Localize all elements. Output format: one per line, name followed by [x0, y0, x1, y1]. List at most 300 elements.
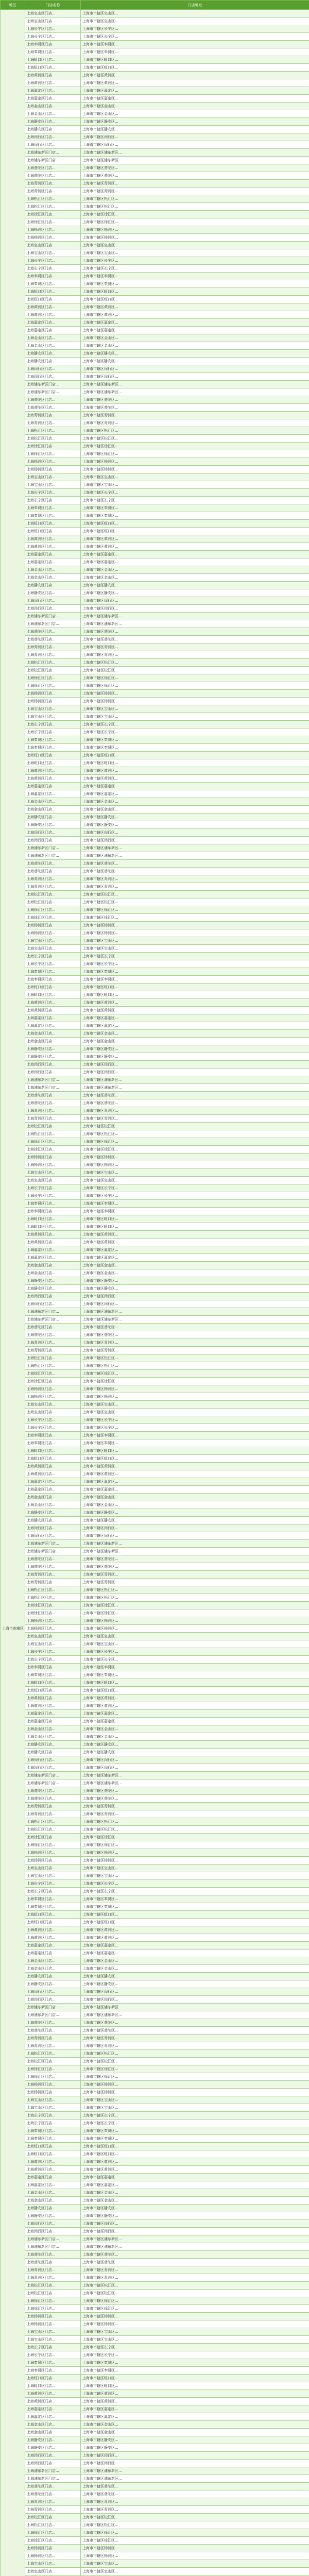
- table-row: [1, 1277, 309, 1285]
- table-row: [1, 1679, 309, 1687]
- store-address-cell: 上海市市辖区青浦区...: [81, 1339, 309, 1347]
- store-name-cell: 上海宝山区门店...: [25, 1865, 81, 1872]
- store-address-cell: 上海市市辖区奉贤区...: [81, 744, 309, 752]
- store-address-cell: 上海市市辖区黄浦区...: [81, 775, 309, 783]
- store-address-cell: 上海市市辖区杨浦区...: [81, 2552, 309, 2560]
- store-name-cell: 上海虹口区门店...: [25, 288, 81, 296]
- store-name-cell: 上海金山区门店...: [25, 2429, 81, 2436]
- table-row: [1, 2382, 309, 2390]
- table-row: [1, 2351, 309, 2359]
- store-name-cell: 上海浦东新区门店...: [25, 1084, 81, 1092]
- table-row: [1, 1563, 309, 1571]
- table-row: [1, 1586, 309, 1594]
- store-name-cell: 上海青浦区门店...: [25, 419, 81, 427]
- store-name-cell: 上海静安区门店...: [25, 582, 81, 589]
- header-name: 门店名称: [25, 1, 81, 10]
- store-address-cell: 上海市市辖区青浦区...: [81, 1115, 309, 1123]
- store-name-cell: 上海长宁区门店...: [25, 953, 81, 960]
- store-address-cell: 上海市市辖区杨浦区...: [81, 922, 309, 929]
- store-name-cell: 上海杨浦区门店...: [25, 922, 81, 929]
- table-row: [1, 2359, 309, 2367]
- header-region: 地区: [1, 1, 25, 10]
- store-address-cell: 上海市市辖区青浦区...: [81, 1803, 309, 1810]
- store-address-cell: 上海市市辖区宝山区...: [81, 242, 309, 249]
- table-row: [1, 1045, 309, 1053]
- store-address-cell: 上海市市辖区普陀区...: [81, 1563, 309, 1571]
- store-address-cell: 上海市市辖区杨浦区...: [81, 1625, 309, 1633]
- table-row: [1, 427, 309, 435]
- store-name-cell: 上海奉贤区门店...: [25, 1439, 81, 1447]
- table-row: [1, 1803, 309, 1810]
- store-address-cell: 上海市市辖区松江区...: [81, 2290, 309, 2297]
- table-row: [1, 1231, 309, 1239]
- table-row: [1, 759, 309, 767]
- store-name-cell: 上海浦东新区门店...: [25, 1780, 81, 1787]
- store-address-cell: 上海市市辖区黄浦区...: [81, 303, 309, 311]
- store-address-cell: 上海市市辖区青浦区...: [81, 1347, 309, 1354]
- store-name-cell: 上海嘉定区门店...: [25, 1478, 81, 1486]
- store-address-cell: 上海市市辖区青浦区...: [81, 883, 309, 891]
- table-row: [1, 528, 309, 535]
- store-address-cell: 上海市市辖区长宁区...: [81, 1424, 309, 1432]
- store-name-cell: 上海浦东新区门店...: [25, 613, 81, 620]
- table-row: [1, 821, 309, 829]
- table-row: [1, 1911, 309, 1919]
- store-name-cell: 上海普陀区门店...: [25, 1563, 81, 1571]
- store-address-cell: 上海市市辖区徐汇区...: [81, 2529, 309, 2537]
- table-row: [1, 1872, 309, 1880]
- store-name-cell: 上海徐汇区门店...: [25, 1138, 81, 1146]
- store-name-cell: 上海奉贤区门店...: [25, 1895, 81, 1903]
- table-row: [1, 2158, 309, 2166]
- table-row: [1, 1146, 309, 1154]
- table-row: [1, 242, 309, 249]
- store-address-cell: 上海市市辖区嘉定区...: [81, 1486, 309, 1494]
- table-row: [1, 1069, 309, 1076]
- table-row: [1, 504, 309, 512]
- table-row: [1, 922, 309, 929]
- store-address-cell: 上海市市辖区闵行区...: [81, 2228, 309, 2235]
- store-name-cell: 上海长宁区门店...: [25, 33, 81, 41]
- store-address-cell: 上海市市辖区奉贤区...: [81, 1671, 309, 1679]
- store-name-cell: 上海金山区门店...: [25, 566, 81, 574]
- table-row: [1, 419, 309, 427]
- store-name-cell: 上海嘉定区门店...: [25, 2174, 81, 2181]
- store-address-cell: 上海市市辖区闵行区...: [81, 597, 309, 605]
- store-address-cell: 上海市市辖区奉贤区...: [81, 512, 309, 520]
- table-row: [1, 2452, 309, 2460]
- store-name-cell: 上海松江区门店...: [25, 2290, 81, 2297]
- store-address-cell: 上海市市辖区徐汇区...: [81, 2073, 309, 2081]
- store-name-cell: 上海虹口区门店...: [25, 520, 81, 528]
- table-row: [1, 2506, 309, 2514]
- table-row: [1, 1532, 309, 1540]
- table-row: [1, 589, 309, 597]
- store-address-cell: 上海市市辖区嘉定区...: [81, 783, 309, 790]
- store-name-cell: 上海长宁区门店...: [25, 1416, 81, 1424]
- store-name-cell: 上海闵行区门店...: [25, 837, 81, 844]
- store-address-cell: 上海市市辖区杨浦区...: [81, 458, 309, 466]
- store-name-cell: 上海浦东新区门店...: [25, 1316, 81, 1324]
- store-address-cell: 上海市市辖区金山区...: [81, 798, 309, 806]
- table-row: [1, 1053, 309, 1061]
- store-name-cell: 上海浦东新区门店...: [25, 2004, 81, 2011]
- store-name-cell: 上海杨浦区门店...: [25, 1161, 81, 1169]
- store-address-cell: 上海市市辖区宝山区...: [81, 713, 309, 721]
- store-name-cell: 上海闵行区门店...: [25, 1293, 81, 1300]
- store-address-cell: 上海市市辖区静安区...: [81, 1053, 309, 1061]
- table-row: [1, 2181, 309, 2189]
- table-row: [1, 1285, 309, 1293]
- table-row: [1, 953, 309, 960]
- store-name-cell: 上海奉贤区门店...: [25, 1200, 81, 1208]
- store-address-cell: 上海市市辖区闵行区...: [81, 2452, 309, 2460]
- store-name-cell: 上海松江区门店...: [25, 435, 81, 443]
- store-name-cell: 上海普陀区门店...: [25, 164, 81, 172]
- store-name-cell: 上海浦东新区门店...: [25, 2475, 81, 2483]
- table-row: [1, 651, 309, 659]
- store-address-cell: 上海市市辖区闵行区...: [81, 2220, 309, 2228]
- table-row: [1, 1378, 309, 1385]
- store-name-cell: 上海徐汇区门店...: [25, 211, 81, 218]
- table-row: [1, 2290, 309, 2297]
- table-row: [1, 1733, 309, 1741]
- table-row: [1, 512, 309, 520]
- store-name-cell: 上海浦东新区门店...: [25, 2235, 81, 2243]
- store-address-cell: 上海市市辖区普陀区...: [81, 2259, 309, 2266]
- store-address-cell: 上海市市辖区静安区...: [81, 350, 309, 358]
- store-address-cell: 上海市市辖区黄浦区...: [81, 535, 309, 543]
- store-name-cell: 上海宝山区门店...: [25, 481, 81, 489]
- table-row: [1, 1849, 309, 1857]
- store-name-cell: 上海松江区门店...: [25, 891, 81, 899]
- store-name-cell: 上海嘉定区门店...: [25, 2413, 81, 2421]
- table-row: [1, 2297, 309, 2305]
- table-row: [1, 2367, 309, 2375]
- store-address-cell: 上海市市辖区金山区...: [81, 1501, 309, 1509]
- store-name-cell: 上海虹口区门店...: [25, 1447, 81, 1455]
- store-name-cell: 上海金山区门店...: [25, 1269, 81, 1277]
- table-row: [1, 2189, 309, 2197]
- store-address-cell: 上海市市辖区金山区...: [81, 1269, 309, 1277]
- store-name-cell: 上海奉贤区门店...: [25, 2367, 81, 2375]
- store-address-cell: 上海市市辖区黄浦区...: [81, 1694, 309, 1702]
- store-name-cell: 上海嘉定区门店...: [25, 1942, 81, 1950]
- store-address-cell: 上海市市辖区松江区...: [81, 2058, 309, 2065]
- store-address-cell: 上海市市辖区宝山区...: [81, 10, 309, 18]
- table-row: [1, 2127, 309, 2135]
- store-address-cell: 上海市市辖区黄浦区...: [81, 1007, 309, 1014]
- store-name-cell: 上海宝山区门店...: [25, 1640, 81, 1648]
- store-address-cell: 上海市市辖区浦东新区...: [81, 2235, 309, 2243]
- table-row: [1, 713, 309, 721]
- store-name-cell: 上海奉贤区门店...: [25, 736, 81, 744]
- store-name-cell: 上海金山区门店...: [25, 342, 81, 350]
- table-row: [1, 2436, 309, 2444]
- table-row: [1, 991, 309, 999]
- table-row: [1, 458, 309, 466]
- table-row: [1, 2336, 309, 2344]
- table-row: [1, 1416, 309, 1424]
- store-name-cell: 上海青浦区门店...: [25, 883, 81, 891]
- store-address-cell: 上海市市辖区嘉定区...: [81, 1942, 309, 1950]
- store-name-cell: 上海虹口区门店...: [25, 296, 81, 303]
- store-name-cell: 上海宝山区门店...: [25, 1177, 81, 1184]
- table-row: [1, 2065, 309, 2073]
- table-row: [1, 381, 309, 388]
- store-name-cell: 上海虹口区门店...: [25, 752, 81, 759]
- store-name-cell: 上海静安区门店...: [25, 350, 81, 358]
- store-address-cell: 上海市市辖区闵行区...: [81, 133, 309, 141]
- store-name-cell: 上海松江区门店...: [25, 1826, 81, 1834]
- store-address-cell: 上海市市辖区杨浦区...: [81, 1857, 309, 1865]
- store-name-cell: 上海普陀区门店...: [25, 1787, 81, 1795]
- table-row: [1, 2390, 309, 2398]
- store-name-cell: 上海金山区门店...: [25, 103, 81, 110]
- table-row: [1, 929, 309, 937]
- table-row: [1, 56, 309, 64]
- store-address-cell: 上海市市辖区虹口区...: [81, 1687, 309, 1694]
- table-row: [1, 1138, 309, 1146]
- table-row: [1, 2027, 309, 2035]
- table-row: [1, 1501, 309, 1509]
- store-name-cell: 上海虹口区门店...: [25, 2150, 81, 2158]
- store-name-cell: 上海松江区门店...: [25, 667, 81, 674]
- store-name-cell: 上海奉贤区门店...: [25, 1208, 81, 1215]
- table-row: [1, 2259, 309, 2266]
- table-row: [1, 613, 309, 620]
- table-row: [1, 373, 309, 381]
- table-row: [1, 1988, 309, 1996]
- table-row: [1, 1579, 309, 1586]
- store-name-cell: 上海杨浦区门店...: [25, 466, 81, 473]
- table-row: [1, 2421, 309, 2429]
- store-name-cell: 上海金山区门店...: [25, 1733, 81, 1741]
- store-name-cell: 上海黄浦区门店...: [25, 79, 81, 87]
- store-address-cell: 上海市市辖区青浦区...: [81, 2498, 309, 2506]
- table-row: [1, 2197, 309, 2205]
- table-row: [1, 327, 309, 334]
- store-address-cell: 上海市市辖区杨浦区...: [81, 1393, 309, 1401]
- store-address-cell: 上海市市辖区嘉定区...: [81, 2174, 309, 2181]
- store-name-cell: 上海宝山区门店...: [25, 473, 81, 481]
- store-name-cell: 上海奉贤区门店...: [25, 744, 81, 752]
- store-address-cell: 上海市市辖区金山区...: [81, 1038, 309, 1045]
- store-address-cell: 上海市市辖区闵行区...: [81, 1996, 309, 2004]
- table-row: [1, 2313, 309, 2320]
- store-address-cell: 上海市市辖区杨浦区...: [81, 2320, 309, 2328]
- table-row: [1, 443, 309, 450]
- store-address-cell: 上海市市辖区闵行区...: [81, 1300, 309, 1308]
- store-address-cell: 上海市市辖区浦东新区...: [81, 1772, 309, 1780]
- table-row: [1, 1524, 309, 1532]
- table-row: [1, 2320, 309, 2328]
- table-row: [1, 1208, 309, 1215]
- store-address-cell: 上海市市辖区静安区...: [81, 1749, 309, 1756]
- table-row: [1, 1950, 309, 1957]
- store-address-cell: 上海市市辖区黄浦区...: [81, 1702, 309, 1710]
- store-name-cell: 上海嘉定区门店...: [25, 1718, 81, 1725]
- store-name-cell: 上海奉贤区门店...: [25, 2127, 81, 2135]
- table-row: [1, 1818, 309, 1826]
- table-row: [1, 1965, 309, 1973]
- table-row: [1, 1014, 309, 1022]
- store-address-cell: 上海市市辖区奉贤区...: [81, 968, 309, 976]
- store-address-cell: 上海市市辖区长宁区...: [81, 489, 309, 497]
- table-row: [1, 1115, 309, 1123]
- store-address-cell: 上海市市辖区松江区...: [81, 2282, 309, 2290]
- table-row: [1, 188, 309, 195]
- table-row: [1, 798, 309, 806]
- store-name-cell: 上海静安区门店...: [25, 2444, 81, 2452]
- table-row: [1, 543, 309, 551]
- store-address-cell: 上海市市辖区长宁区...: [81, 265, 309, 273]
- store-name-cell: 上海金山区门店...: [25, 110, 81, 118]
- table-row: [1, 1385, 309, 1393]
- store-name-cell: 上海虹口区门店...: [25, 759, 81, 767]
- store-address-cell: 上海市市辖区徐汇区...: [81, 1834, 309, 1841]
- store-address-cell: 上海市市辖区浦东新区...: [81, 1548, 309, 1555]
- store-address-cell: 上海市市辖区金山区...: [81, 1494, 309, 1501]
- store-address-cell: 上海市市辖区金山区...: [81, 566, 309, 574]
- store-name-cell: 上海青浦区门店...: [25, 1339, 81, 1347]
- table-row: [1, 1347, 309, 1354]
- store-name-cell: 上海普陀区门店...: [25, 2251, 81, 2259]
- store-name-cell: 上海嘉定区门店...: [25, 2181, 81, 2189]
- store-name-cell: 上海杨浦区门店...: [25, 1625, 81, 1633]
- store-address-cell: 上海市市辖区宝山区...: [81, 1409, 309, 1416]
- table-row: [1, 358, 309, 365]
- table-row: [1, 350, 309, 358]
- store-address-cell: 上海市市辖区普陀区...: [81, 404, 309, 412]
- table-row: [1, 2058, 309, 2065]
- store-name-cell: 上海黄浦区门店...: [25, 2158, 81, 2166]
- table-row: [1, 690, 309, 698]
- table-row: [1, 698, 309, 705]
- store-address-cell: 上海市市辖区宝山区...: [81, 1401, 309, 1409]
- table-row: [1, 388, 309, 396]
- store-name-cell: 上海青浦区门店...: [25, 1810, 81, 1818]
- store-address-cell: 上海市市辖区虹口区...: [81, 1447, 309, 1455]
- store-name-cell: 上海黄浦区门店...: [25, 303, 81, 311]
- table-row: [1, 1888, 309, 1895]
- table-row: [1, 103, 309, 110]
- store-address-cell: 上海市市辖区长宁区...: [81, 2112, 309, 2120]
- table-row: [1, 1795, 309, 1803]
- table-row: [1, 1934, 309, 1942]
- store-name-cell: 上海静安区门店...: [25, 118, 81, 126]
- table-row: [1, 1609, 309, 1617]
- store-address-cell: 上海市市辖区长宁区...: [81, 497, 309, 504]
- store-address-cell: 上海市市辖区金山区...: [81, 806, 309, 814]
- store-name-cell: 上海闵行区门店...: [25, 1988, 81, 1996]
- store-address-cell: 上海市市辖区宝山区...: [81, 1865, 309, 1872]
- store-address-cell: 上海市市辖区黄浦区...: [81, 79, 309, 87]
- store-name-cell: 上海青浦区门店...: [25, 412, 81, 419]
- store-name-cell: 上海徐汇区门店...: [25, 450, 81, 458]
- table-row: [1, 1780, 309, 1787]
- store-name-cell: 上海长宁区门店...: [25, 2351, 81, 2359]
- store-name-cell: 上海宝山区门店...: [25, 2336, 81, 2344]
- store-address-cell: 上海市市辖区松江区...: [81, 203, 309, 211]
- table-row: [1, 1470, 309, 1478]
- table-row: [1, 334, 309, 342]
- store-name-cell: 上海普陀区门店...: [25, 172, 81, 180]
- store-name-cell: 上海杨浦区门店...: [25, 1857, 81, 1865]
- store-address-cell: 上海市市辖区宝山区...: [81, 249, 309, 257]
- table-row: [1, 1354, 309, 1362]
- store-name-cell: 上海闵行区门店...: [25, 365, 81, 373]
- store-name-cell: 上海长宁区门店...: [25, 1192, 81, 1200]
- store-name-cell: 上海徐汇区门店...: [25, 1609, 81, 1617]
- store-name-cell: 上海徐汇区门店...: [25, 1146, 81, 1154]
- store-address-cell: 上海市市辖区虹口区...: [81, 528, 309, 535]
- store-name-cell: 上海杨浦区门店...: [25, 929, 81, 937]
- store-name-cell: 上海黄浦区门店...: [25, 1239, 81, 1246]
- table-row: [1, 597, 309, 605]
- store-address-cell: 上海市市辖区奉贤区...: [81, 48, 309, 56]
- store-name-cell: 上海闵行区门店...: [25, 1524, 81, 1532]
- store-address-cell: 上海市市辖区长宁区...: [81, 1184, 309, 1192]
- table-row: [1, 875, 309, 883]
- store-name-cell: 上海黄浦区门店...: [25, 1926, 81, 1934]
- store-address-cell: 上海市市辖区嘉定区...: [81, 551, 309, 558]
- table-row: [1, 249, 309, 257]
- store-name-cell: 上海松江区门店...: [25, 2058, 81, 2065]
- table-row: [1, 481, 309, 489]
- store-address-cell: 上海市市辖区闵行区...: [81, 1988, 309, 1996]
- store-address-cell: 上海市市辖区宝山区...: [81, 473, 309, 481]
- table-row: [1, 1262, 309, 1269]
- store-address-cell: 上海市市辖区闵行区...: [81, 1293, 309, 1300]
- store-address-cell: 上海市市辖区静安区...: [81, 1980, 309, 1988]
- store-name-cell: 上海闵行区门店...: [25, 1764, 81, 1772]
- store-address-cell: 上海市市辖区静安区...: [81, 582, 309, 589]
- table-row: [1, 682, 309, 690]
- store-name-cell: 上海普陀区门店...: [25, 2019, 81, 2027]
- region-cell: 上海市市辖区: [1, 10, 25, 2576]
- table-row: [1, 2166, 309, 2174]
- store-name-cell: 上海黄浦区门店...: [25, 1463, 81, 1470]
- store-name-cell: 上海青浦区门店...: [25, 1115, 81, 1123]
- store-name-cell: 上海青浦区门店...: [25, 1579, 81, 1586]
- store-name-cell: 上海松江区门店...: [25, 2521, 81, 2529]
- table-row: [1, 1509, 309, 1517]
- store-address-cell: 上海市市辖区长宁区...: [81, 728, 309, 736]
- store-address-cell: 上海市市辖区长宁区...: [81, 257, 309, 265]
- store-address-cell: 上海市市辖区虹口区...: [81, 64, 309, 72]
- store-address-cell: 上海市市辖区杨浦区...: [81, 234, 309, 242]
- store-address-cell: 上海市市辖区普陀区...: [81, 1555, 309, 1563]
- store-address-cell: 上海市市辖区松江区...: [81, 2514, 309, 2521]
- store-name-cell: 上海宝山区门店...: [25, 242, 81, 249]
- store-name-cell: 上海长宁区门店...: [25, 1424, 81, 1432]
- store-name-cell: 上海金山区门店...: [25, 1030, 81, 1038]
- table-row: [1, 18, 309, 25]
- store-address-cell: 上海市市辖区嘉定区...: [81, 2405, 309, 2413]
- store-name-cell: 上海徐汇区门店...: [25, 2305, 81, 2313]
- table-row: [1, 265, 309, 273]
- store-name-cell: 上海松江区门店...: [25, 1818, 81, 1826]
- store-address-cell: 上海市市辖区宝山区...: [81, 481, 309, 489]
- table-row: [1, 2560, 309, 2568]
- store-name-cell: 上海普陀区门店...: [25, 1324, 81, 1331]
- store-address-cell: 上海市市辖区虹口区...: [81, 1223, 309, 1231]
- store-address-cell: 上海市市辖区徐汇区...: [81, 1378, 309, 1385]
- table-row: [1, 2521, 309, 2529]
- store-address-cell: 上海市市辖区金山区...: [81, 1957, 309, 1965]
- table-row: [1, 2089, 309, 2096]
